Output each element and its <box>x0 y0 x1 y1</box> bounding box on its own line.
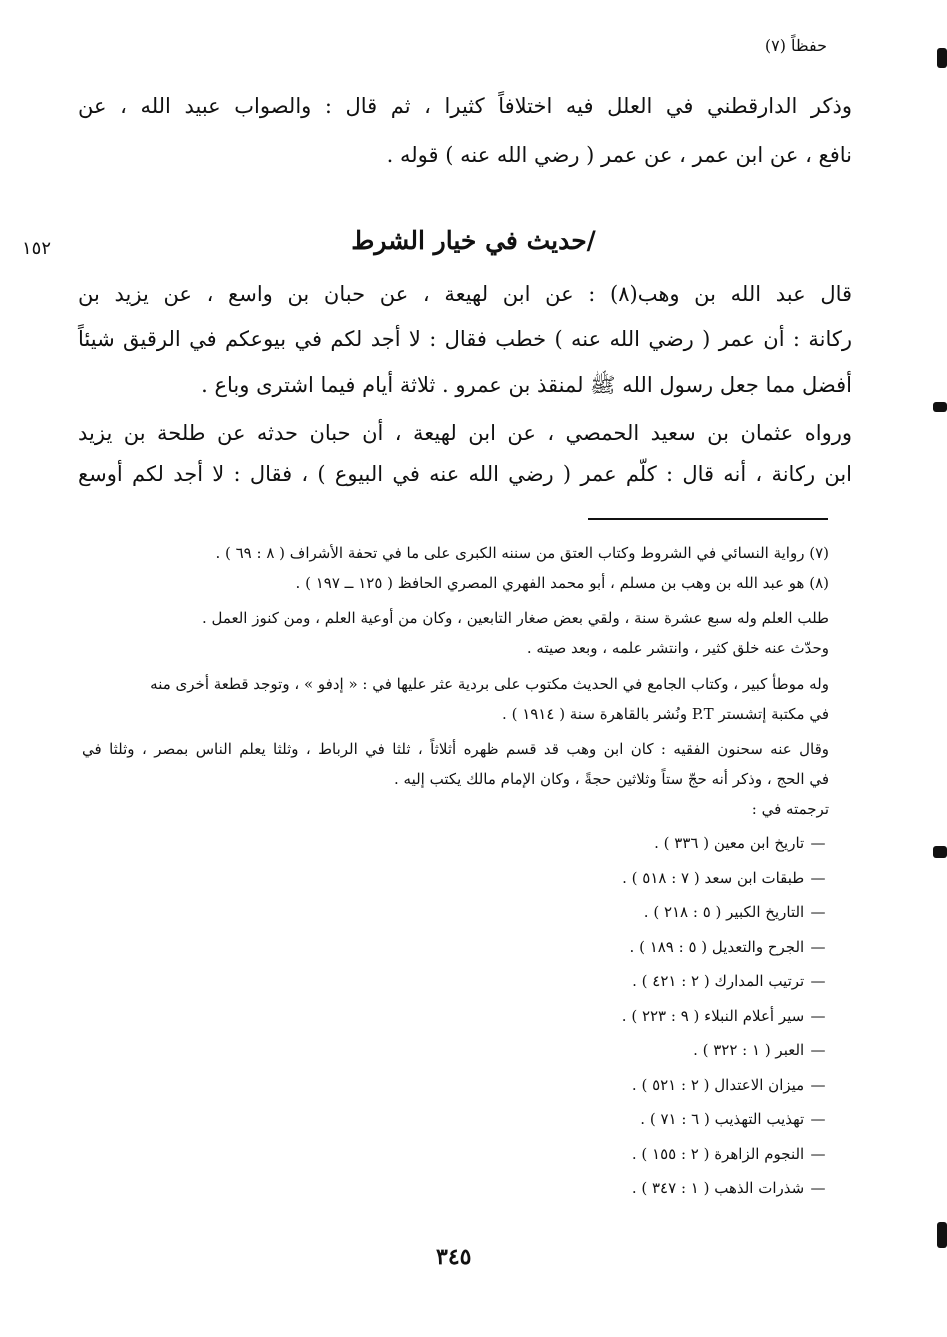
footnote-line: وحدّث عنه خلق كثير ، وانتشر علمه ، وبعد صيته . <box>526 639 829 657</box>
list-dash: — <box>810 972 826 990</box>
reference-item <box>622 930 827 965</box>
scan-edge-mark <box>933 846 947 858</box>
reference-item <box>622 826 827 861</box>
reference-text: النجوم الزاهرة ( ٢ : ١٥٥ ) . <box>631 1144 805 1163</box>
reference-list <box>622 826 827 1206</box>
reference-item <box>622 1102 827 1137</box>
reference-text: تاريخ ابن معين ( ٣٣٦ ) . <box>654 834 805 852</box>
reference-text: الجرح والتعديل ( ٥ : ١٨٩ ) . <box>629 937 805 956</box>
scan-edge-mark <box>937 1222 947 1248</box>
list-dash: — <box>810 1110 826 1128</box>
scan-edge-mark <box>937 48 947 68</box>
list-dash: — <box>810 1006 826 1025</box>
body-line: نافع ، عن ابن عمر ، عن عمر ( رضي الله عنه ) قوله . <box>386 143 852 167</box>
reference-item <box>622 964 827 999</box>
body-line: ركانة : أن عمر ( رضي الله عنه ) خطب فقال : لا أجد لكم في بيوعكم في الرقيق شيئاً <box>78 327 852 351</box>
body-line: ابن ركانة ، أنه قال : كلّم عمر ( رضي الله عنه في البيوع ) ، فقال : لا أجد لكم أوسع <box>78 462 852 486</box>
reference-item <box>622 1068 827 1103</box>
list-dash: — <box>810 1075 826 1094</box>
list-dash: — <box>810 1179 826 1197</box>
body-line: ورواه عثمان بن سعيد الحمصي ، عن ابن لهيعة ، أن حبان حدثه عن طلحة بن يزيد <box>78 421 852 445</box>
list-dash: — <box>810 868 826 887</box>
footnote-line: في مكتبة إتشستر P.T ونُشر بالقاهرة سنة ( ١٩١٤ ) . <box>502 705 829 723</box>
reference-text: تهذيب التهذيب ( ٦ : ٧١ ) . <box>640 1110 805 1128</box>
manuscript-page-ref: ١٥٢ <box>22 238 52 259</box>
reference-item <box>622 1033 827 1068</box>
list-dash: — <box>810 937 826 956</box>
reference-text: طبقات ابن سعد ( ٧ : ٥١٨ ) . <box>622 868 805 887</box>
reference-item <box>622 861 827 896</box>
reference-text: ميزان الاعتدال ( ٢ : ٥٢١ ) . <box>631 1075 805 1094</box>
section-heading: /حديث في خيار الشرط <box>351 226 596 255</box>
carryover-fragment: حفظاً (٧) <box>764 36 827 55</box>
page-number: ٣٤٥ <box>436 1244 472 1270</box>
reference-text: شذرات الذهب ( ١ : ٣٤٧ ) . <box>631 1179 805 1197</box>
footnote-separator <box>588 518 828 520</box>
list-dash: — <box>810 1041 826 1059</box>
body-line: أفضل مما جعل رسول الله ﷺ لمنقذ بن عمرو . ثلاثة أيام فيما اشترى وباع . <box>201 373 852 397</box>
list-dash: — <box>810 1144 826 1163</box>
footnote-line: (٨) هو عبد الله بن وهب بن مسلم ، أبو محمد الفهري المصري الحافظ ( ١٢٥ ــ ١٩٧ ) . <box>295 574 829 592</box>
reference-text: العبر ( ١ : ٣٢٢ ) . <box>693 1041 805 1059</box>
reference-text: التاريخ الكبير ( ٥ : ٢١٨ ) . <box>643 903 805 921</box>
footnote-line: ترجمته في : <box>751 800 829 818</box>
body-line: قال عبد الله بن وهب(٨) : عن ابن لهيعة ، عن حبان بن واسع ، عن يزيد بن <box>78 282 853 306</box>
reference-item <box>622 895 827 930</box>
footnote-line: وقال عنه سحنون الفقيه : كان ابن وهب قد قسم ظهره أثلاثاً ، ثلثا في الرباط ، وثلثا يعلم الناس بمصر ، وثلثا في <box>82 740 829 758</box>
scan-edge-mark <box>933 402 947 412</box>
body-line: وذكر الدارقطني في العلل فيه اختلافاً كثيرا ، ثم قال : والصواب عبيد الله ، عن <box>78 94 852 118</box>
list-dash: — <box>810 903 826 921</box>
footnote-line: طلب العلم وله سبع عشرة سنة ، ولقي بعض صغار التابعين ، وكان من أوعية العلم ، ومن كنوز العمل . <box>201 609 829 627</box>
footnote-line: في الحج ، وذكر أنه حجّ ستاً وثلاثين حجةً ، وكان الإمام مالك يكتب إليه . <box>394 770 829 788</box>
reference-item <box>622 1171 827 1206</box>
reference-item <box>622 1137 827 1172</box>
footnote-line: وله موطأ كبير ، وكتاب الجامع في الحديث مكتوب على بردية عثر عليها في : « إدفو » ، وتوجد قطعة أخرى منه <box>150 675 829 693</box>
reference-text: ترتيب المدارك ( ٢ : ٤٢١ ) . <box>632 972 805 990</box>
reference-item <box>622 999 827 1034</box>
list-dash: — <box>810 834 826 852</box>
footnote-line: (٧) رواية النسائي في الشروط وكتاب العتق من سننه الكبرى على ما في تحفة الأشراف ( ٨ : ٦٩ ) . <box>215 544 829 562</box>
reference-text: سير أعلام النبلاء ( ٩ : ٢٢٣ ) . <box>621 1006 805 1025</box>
